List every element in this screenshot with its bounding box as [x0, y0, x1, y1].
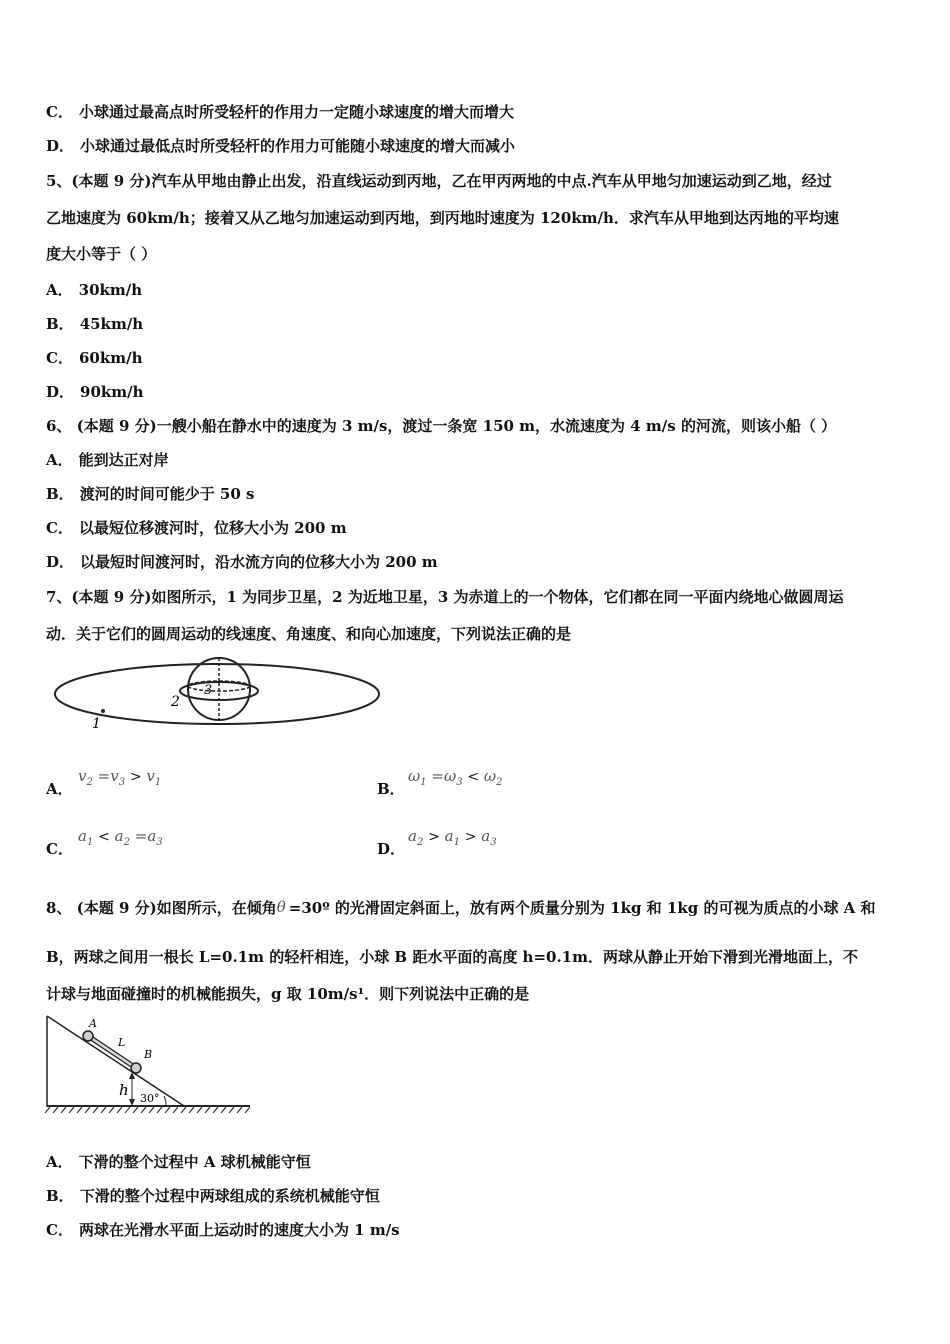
- q5-option-a: A． 30km/h: [46, 281, 143, 299]
- q5-stem-line3: 度大小等于（ ）: [46, 245, 157, 263]
- sync-orbit: [55, 664, 379, 724]
- q5-stem-line1: 5、(本题 9 分)汽车从甲地由静止出发，沿直线运动到丙地，乙在甲丙两地的中点.汽车从甲地匀加速运动到乙地，经过: [46, 172, 832, 190]
- q7-option-c-formula: $a_1 < a_2 =a_3$: [78, 827, 163, 848]
- label-1: 1: [92, 716, 101, 732]
- label-2: 2: [171, 694, 180, 710]
- q6-option-c: C． 以最短位移渡河时，位移大小为 200 m: [46, 519, 347, 537]
- q8-option-c: C． 两球在光滑水平面上运动时的速度大小为 1 m/s: [46, 1221, 400, 1239]
- ground-hatching: [45, 1107, 250, 1113]
- q8-stem-line2: B，两球之间用一根长 L=0.1m 的轻杆相连，小球 B 距水平面的高度 h=0.1m．两球从静止开始下滑到光滑地面上，不: [46, 948, 858, 966]
- q4-option-c: C． 小球通过最高点时所受轻杆的作用力一定随小球速度的增大而增大: [46, 103, 514, 121]
- satellite-1-dot: [101, 709, 105, 713]
- label-angle: 30°: [140, 1092, 160, 1105]
- q7-option-a-letter: A．: [46, 780, 73, 798]
- q6-stem: 6、 (本题 9 分)一艘小船在静水中的速度为 3 m/s，渡过一条宽 150 m，水流速度为 4 m/s 的河流，则该小船（ ）: [46, 417, 837, 435]
- ball-A: [83, 1031, 93, 1041]
- q6-option-d: D． 以最短时间渡河时，沿水流方向的位移大小为 200 m: [46, 553, 438, 571]
- q8-option-a: A． 下滑的整个过程中 A 球机械能守恒: [46, 1153, 311, 1171]
- q4-option-d: D． 小球通过最低点时所受轻杆的作用力可能随小球速度的增大而减小: [46, 137, 516, 155]
- q5-stem-line2: 乙地速度为 60km/h；接着又从乙地匀加速运动到丙地，到丙地时速度为 120km/h．求汽车从甲地到达丙地的平均速: [46, 209, 839, 227]
- q8-incline-figure: [44, 1012, 254, 1116]
- angle-arc: [164, 1096, 166, 1106]
- q6-option-b: B． 渡河的时间可能少于 50 s: [46, 485, 255, 503]
- q6-option-a: A． 能到达正对岸: [46, 451, 169, 469]
- ball-B: [131, 1063, 141, 1073]
- q7-option-d-letter: D．: [377, 840, 406, 858]
- label-B: B: [144, 1048, 153, 1061]
- theta-symbol: θ: [276, 898, 286, 916]
- label-3: 3: [204, 683, 213, 698]
- q7-option-b-formula: $\omega_1 =\omega_3 < \omega_2$: [408, 767, 503, 788]
- q7-orbit-figure: [46, 654, 388, 736]
- q5-option-c: C． 60km/h: [46, 349, 143, 367]
- q8-stem-line1: 8、 (本题 9 分)如图所示，在倾角 θ =30º 的光滑固定斜面上，放有两个质量分别为 1kg 和 1kg 的可视为质点的小球 A 和: [46, 898, 876, 917]
- q8-option-b: B． 下滑的整个过程中两球组成的系统机械能守恒: [46, 1187, 380, 1205]
- label-h: h: [119, 1081, 129, 1099]
- height-arrow-down: [129, 1099, 135, 1106]
- q5-option-d: D． 90km/h: [46, 383, 144, 401]
- q7-option-d-formula: $a_2 > a_1 > a_3$: [408, 827, 497, 848]
- incline-triangle: [47, 1016, 184, 1106]
- q7-option-a-formula: $v_2 =v_3 > v_1$: [78, 767, 162, 788]
- q7-option-c-letter: C．: [46, 840, 73, 858]
- q7-stem-line2: 动．关于它们的圆周运动的线速度、角速度、和向心加速度，下列说法正确的是: [46, 625, 572, 643]
- q5-option-b: B． 45km/h: [46, 315, 144, 333]
- label-L: L: [118, 1036, 126, 1049]
- rod-L: [88, 1036, 136, 1068]
- label-A: A: [89, 1017, 97, 1030]
- q7-stem-line1: 7、(本题 9 分)如图所示，1 为同步卫星，2 为近地卫星，3 为赤道上的一个物体，它们都在同一平面内绕地心做圆周运: [46, 588, 844, 606]
- q8-stem-line3: 计球与地面碰撞时的机械能损失，g 取 10m/s¹．则下列说法中正确的是: [46, 985, 530, 1003]
- q7-option-b-letter: B．: [377, 780, 405, 798]
